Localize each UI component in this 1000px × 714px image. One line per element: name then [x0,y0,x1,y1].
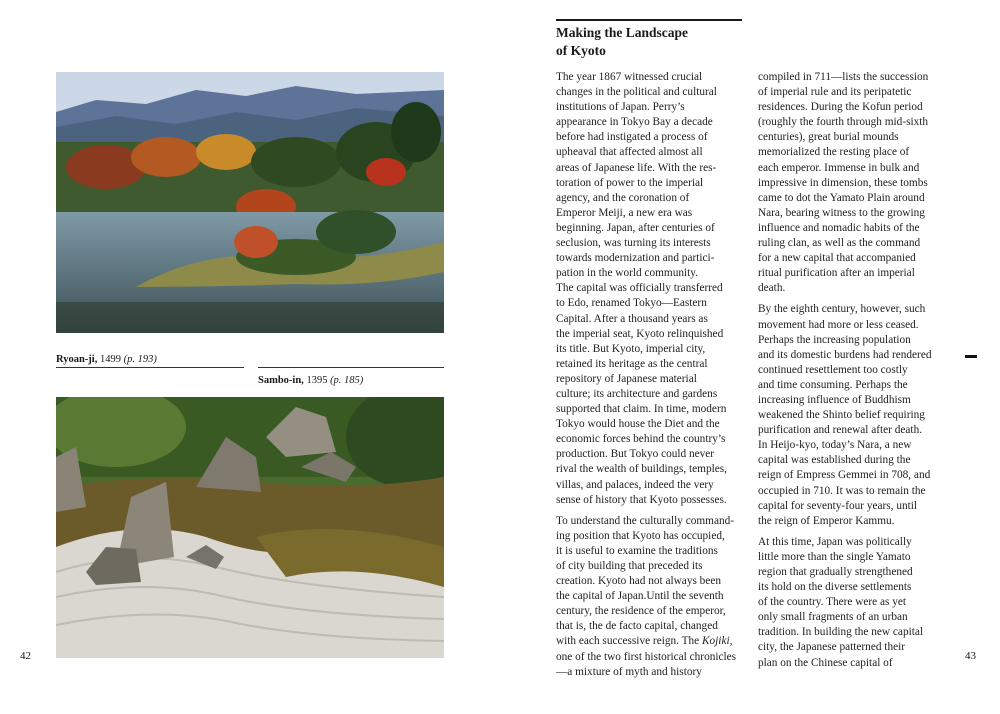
text-line: appearance in Tokyo Bay a decade [556,116,713,129]
garden-pond-photo [56,72,444,333]
text-column-2 [758,70,948,671]
margin-marker [965,355,977,358]
text-line: for a new capital that accompanied [758,252,916,265]
text-line: occupied in 710. It was to remain the [758,484,926,497]
text-line: each emperor. Immense in bulk and [758,161,920,174]
text-line: of the country. There were as yet [758,596,907,609]
caption-ryoanji [56,353,157,366]
text-line: tradition. In building the new capital [758,626,924,639]
text-line: In Heijo-kyo, today’s Nara, a new [758,439,912,452]
text-line: the capital of Japan.Until the seventh [556,590,724,603]
text-line: little more than the single Yamato [758,550,911,563]
text-line: centuries), great burial mounds [758,131,899,144]
text-line: The year 1867 witnessed crucial [556,71,703,83]
text-line: region that gradually strengthened [758,566,913,578]
caption-sambo-in [258,374,363,387]
text-line: its title. But Kyoto, imperial city, [556,342,706,355]
text-line: sense of history that Kyoto possesses. [556,493,727,506]
section-heading [556,24,756,60]
text-line: purification and renewal after death. [758,424,923,437]
text-line: residences. During the Kofun period [758,101,923,114]
text-line: Nara, bearing witness to the growing [758,206,925,219]
text-line: movement had more or less ceased. [758,318,919,331]
text-line: the reign of Emperor Kammu. [758,514,895,527]
text-line: that is, the de facto capital, changed [556,620,718,633]
text-line: ing position that Kyoto has occupied, [556,529,725,542]
text-line: came to dot the Yamato Plain around [758,191,925,204]
text-line: to Edo, renamed Tokyo—Eastern [556,297,707,310]
heading-line-2: of Kyoto [556,43,606,58]
text-line: memorialized the resting place of [758,146,910,159]
text-line: only small fragments of an urban [758,611,908,624]
caption-sambo-ref: (p. 185) [330,375,364,386]
text-line: one of the two first historical chronicles [556,650,737,663]
text-line: capital was established during the [758,454,911,467]
text-line: increasing influence of Buddhism [758,393,911,406]
text-line: upheaval that affected almost all [556,146,703,159]
text-line: ritual purification after an imperial [758,267,915,280]
text-line: and its domestic burdens had rendered [758,348,932,361]
text-line: The capital was officially transferred [556,282,723,295]
text-line: before had instigated a process of [556,131,708,144]
text-line: reign of Empress Gemmei in 708, and [758,469,931,482]
text-line: Tokyo would house the Diet and the [556,418,720,431]
text-line: and time consuming. Perhaps the [758,378,908,391]
text-line: To understand the culturally command- [556,514,735,527]
text-line: villas, and palaces, indeed the very [556,478,714,491]
text-line: of imperial rule and its peripatetic [758,86,912,99]
paragraph [758,302,948,528]
text-line: with each successive reign. The Kojiki, [556,635,733,648]
text-line: it is useful to examine the traditions [556,544,718,557]
paragraph [758,70,948,296]
text-line: areas of Japanese life. With the res- [556,161,717,174]
text-line: changes in the political and cultural [556,86,717,99]
text-line: economic forces behind the country’s [556,433,726,446]
text-line: compiled in 711—lists the succession [758,71,929,83]
text-line: the imperial seat, Kyoto relinquished [556,327,724,340]
caption-ryoanji-ref: (p. 193) [123,354,157,365]
text-line: repository of Japanese material [556,372,697,385]
text-line: Capital. After a thousand years as [556,312,708,325]
text-line: institutions of Japan. Perry’s [556,101,685,114]
text-line: death. [758,282,786,295]
text-line: (roughly the fourth through mid-sixth [758,116,929,129]
text-line: retained its heritage as the central [556,357,708,370]
text-line: of city building that preceded its [556,560,703,572]
caption-ryoanji-year: 1499 [97,354,124,365]
caption-rule-left [56,367,244,368]
text-line: —a mixture of myth and history [556,665,702,678]
text-line: its hold on the diverse settlements [758,581,912,594]
heading-line-1: Making the Landscape [556,25,689,40]
text-line: Emperor Meiji, a new era was [556,206,693,219]
text-line: creation. Kyoto had not always been [556,575,722,588]
text-line: plan on the Chinese capital of [758,656,893,669]
text-line: Perhaps the increasing population [758,333,911,346]
caption-sambo-name: Sambo-in, [258,375,304,386]
text-line: pation in the world community. [556,267,699,280]
paragraph [556,70,742,508]
text-line: century, the residence of the emperor, [556,605,726,618]
text-line: agency, and the coronation of [556,191,690,204]
caption-ryoanji-name: Ryoan-ji, [56,354,98,365]
caption-rule-right [258,367,444,368]
text-line: towards modernization and partici- [556,252,715,265]
text-line: capital for seventy-four years, until [758,499,918,512]
text-line: At this time, Japan was politically [758,535,912,548]
caption-sambo-year: 1395 [303,375,331,386]
text-column-1 [556,70,742,680]
text-line: rival the wealth of buildings, temples, [556,463,727,476]
text-line: production. But Tokyo could never [556,448,715,461]
page-number-right: 43 [965,650,976,662]
rock-garden-photo [56,397,444,658]
text-line: By the eighth century, however, such [758,303,926,316]
text-line: city, the Japanese patterned their [758,641,906,654]
text-line: weakened the Shinto belief requiring [758,409,925,422]
text-line: influence and nomadic habits of the [758,221,920,234]
text-line: ruling clan, as well as the command [758,237,921,250]
heading-rule [556,19,742,21]
italic-title: Kojiki, [701,635,733,648]
text-line: impressive in dimension, these tombs [758,176,928,189]
page-number-left: 42 [20,650,31,662]
text-line: toration of power to the imperial [556,176,704,189]
text-line: supported that claim. In time, modern [556,403,727,416]
text-line: continued resettlement too costly [758,363,908,376]
text-line: culture; its architecture and gardens [556,387,718,400]
text-line: beginning. Japan, after centuries of [556,221,715,234]
paragraph [556,514,742,680]
text-line: seclusion, was turning its interests [556,237,711,250]
paragraph [758,535,948,671]
